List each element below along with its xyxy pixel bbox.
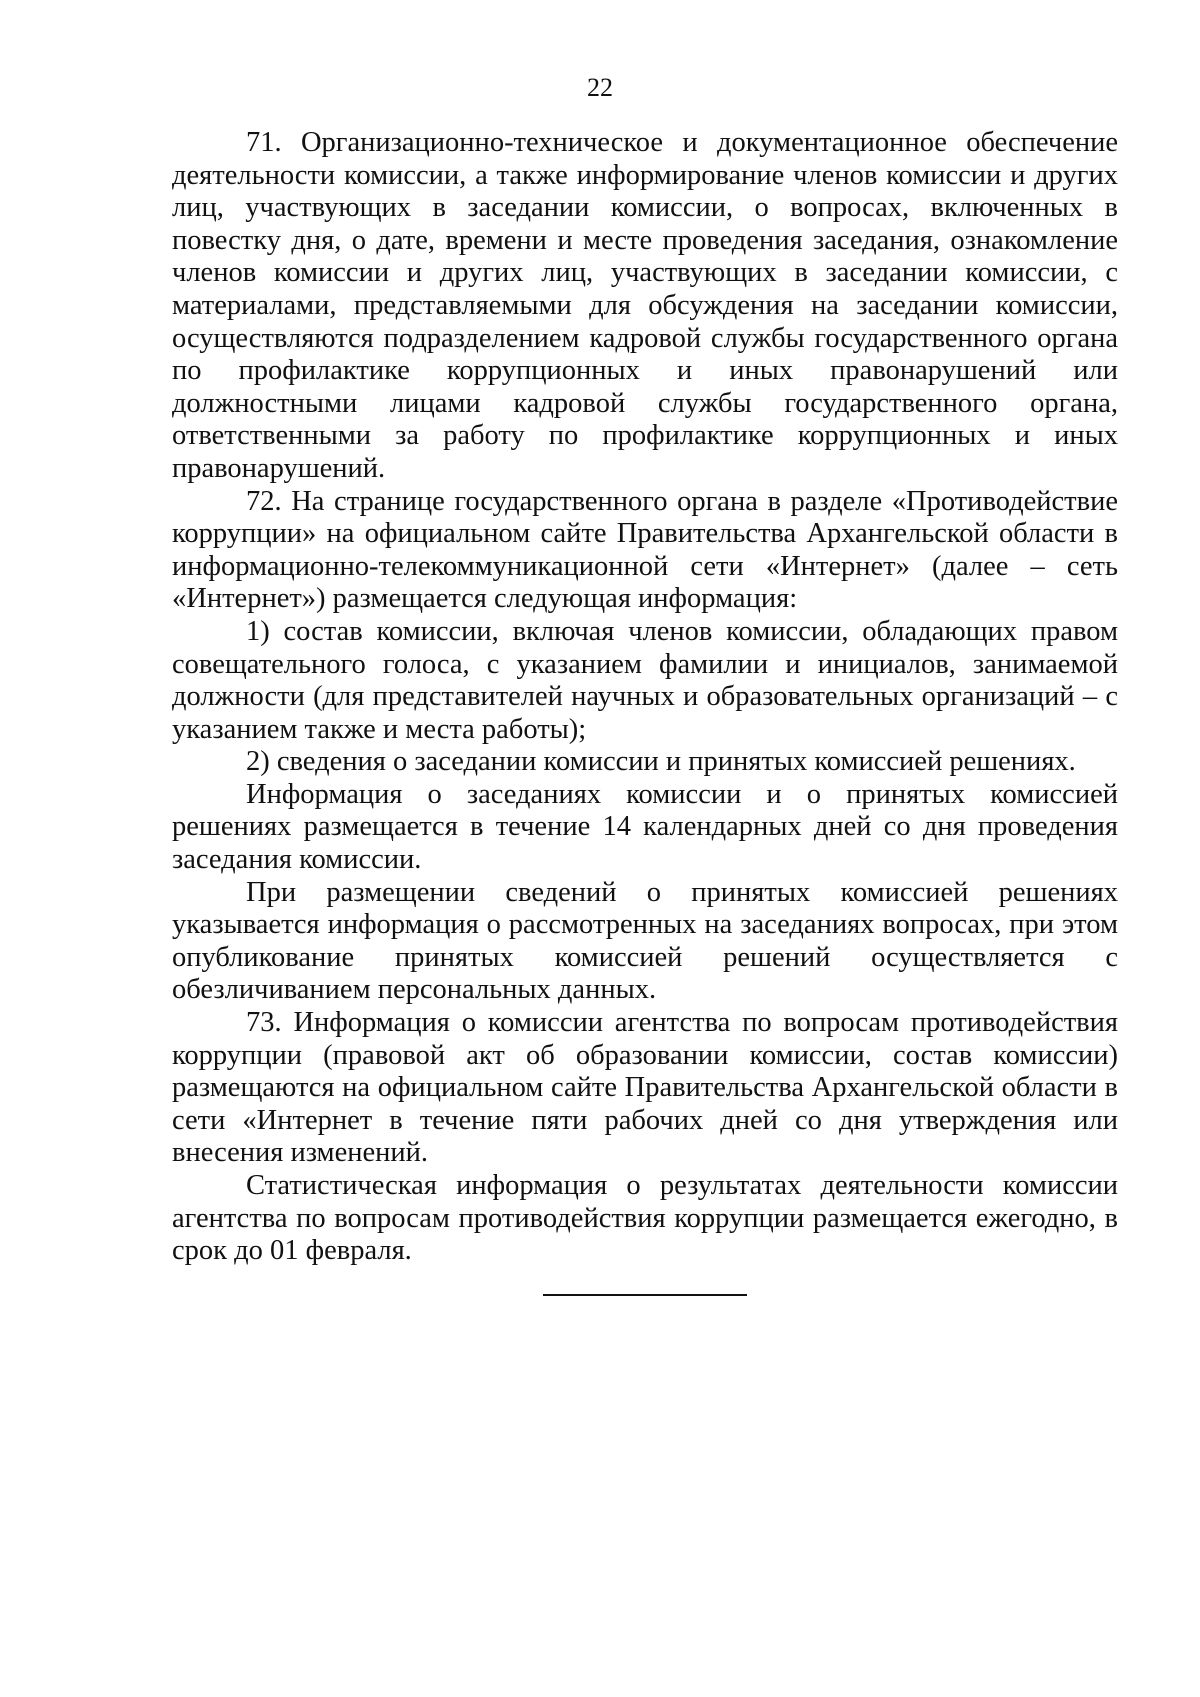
page-number: 22 (587, 73, 613, 102)
end-separator-line (543, 1294, 747, 1296)
paragraph-item-73: 73. Информация о комиссии агентства по вопросам противодействия коррупции (правовой акт об образовании комиссии, состав комиссии) размещаются на официальном сайте Правительства Архангельской области в сети «Интернет в течение пяти рабочих дней со дня утверждения или внесения изменений. (172, 1007, 1118, 1169)
paragraph-statistics: Статистическая информация о результатах деятельности комиссии агентства по вопросам противодействия коррупции размещается ежегодно, в срок до 01 февраля. (172, 1170, 1118, 1267)
paragraph-info-timing: Информация о заседаниях комиссии и о принятых комиссией решениях размещается в течение 14 календарных дней со дня проведения заседания комиссии. (172, 778, 1118, 876)
paragraph-item-71: 71. Организационно-техническое и документационное обеспечение деятельности комиссии, а также информирование членов комиссии и других лиц, участвующих в заседании комиссии, о вопросах, включенных в повестку дня, о дате, времени и месте проведения заседания, ознакомление членов комиссии и других лиц, участвующих в заседании комиссии, с материалами, представляемыми для обсуждения на заседании комиссии, осуществляются подразделением кадровой службы государственного органа по профилактике коррупционных и иных правонарушений или должностными лицами кадровой службы государственного органа, ответственными за работу по профилактике коррупционных и иных правонарушений. (172, 127, 1118, 484)
list-item-2: 2) сведения о заседании комиссии и принятых комиссией решениях. (246, 746, 1076, 778)
paragraph-item-72: 72. На странице государственного органа в разделе «Противодействие коррупции» на официальном сайте Правительства Архангельской области в информационно-телекоммуникационной сети «Интернет» (далее – сеть «Интернет») размещается следующая информация: (172, 485, 1118, 615)
list-item-1: 1) состав комиссии, включая членов комиссии, обладающих правом совещательного голоса, с указанием фамилии и инициалов, занимаемой должности (для представителей научных и образовательных организаций – с указанием также и места работы); (172, 615, 1118, 745)
paragraph-info-anonymization: При размещении сведений о принятых комиссией решениях указывается информация о рассмотренных на заседаниях вопросах, при этом опубликование принятых комиссией решений осуществляется с обезличиванием персональных данных. (172, 876, 1118, 1006)
document-body (172, 127, 1118, 1268)
